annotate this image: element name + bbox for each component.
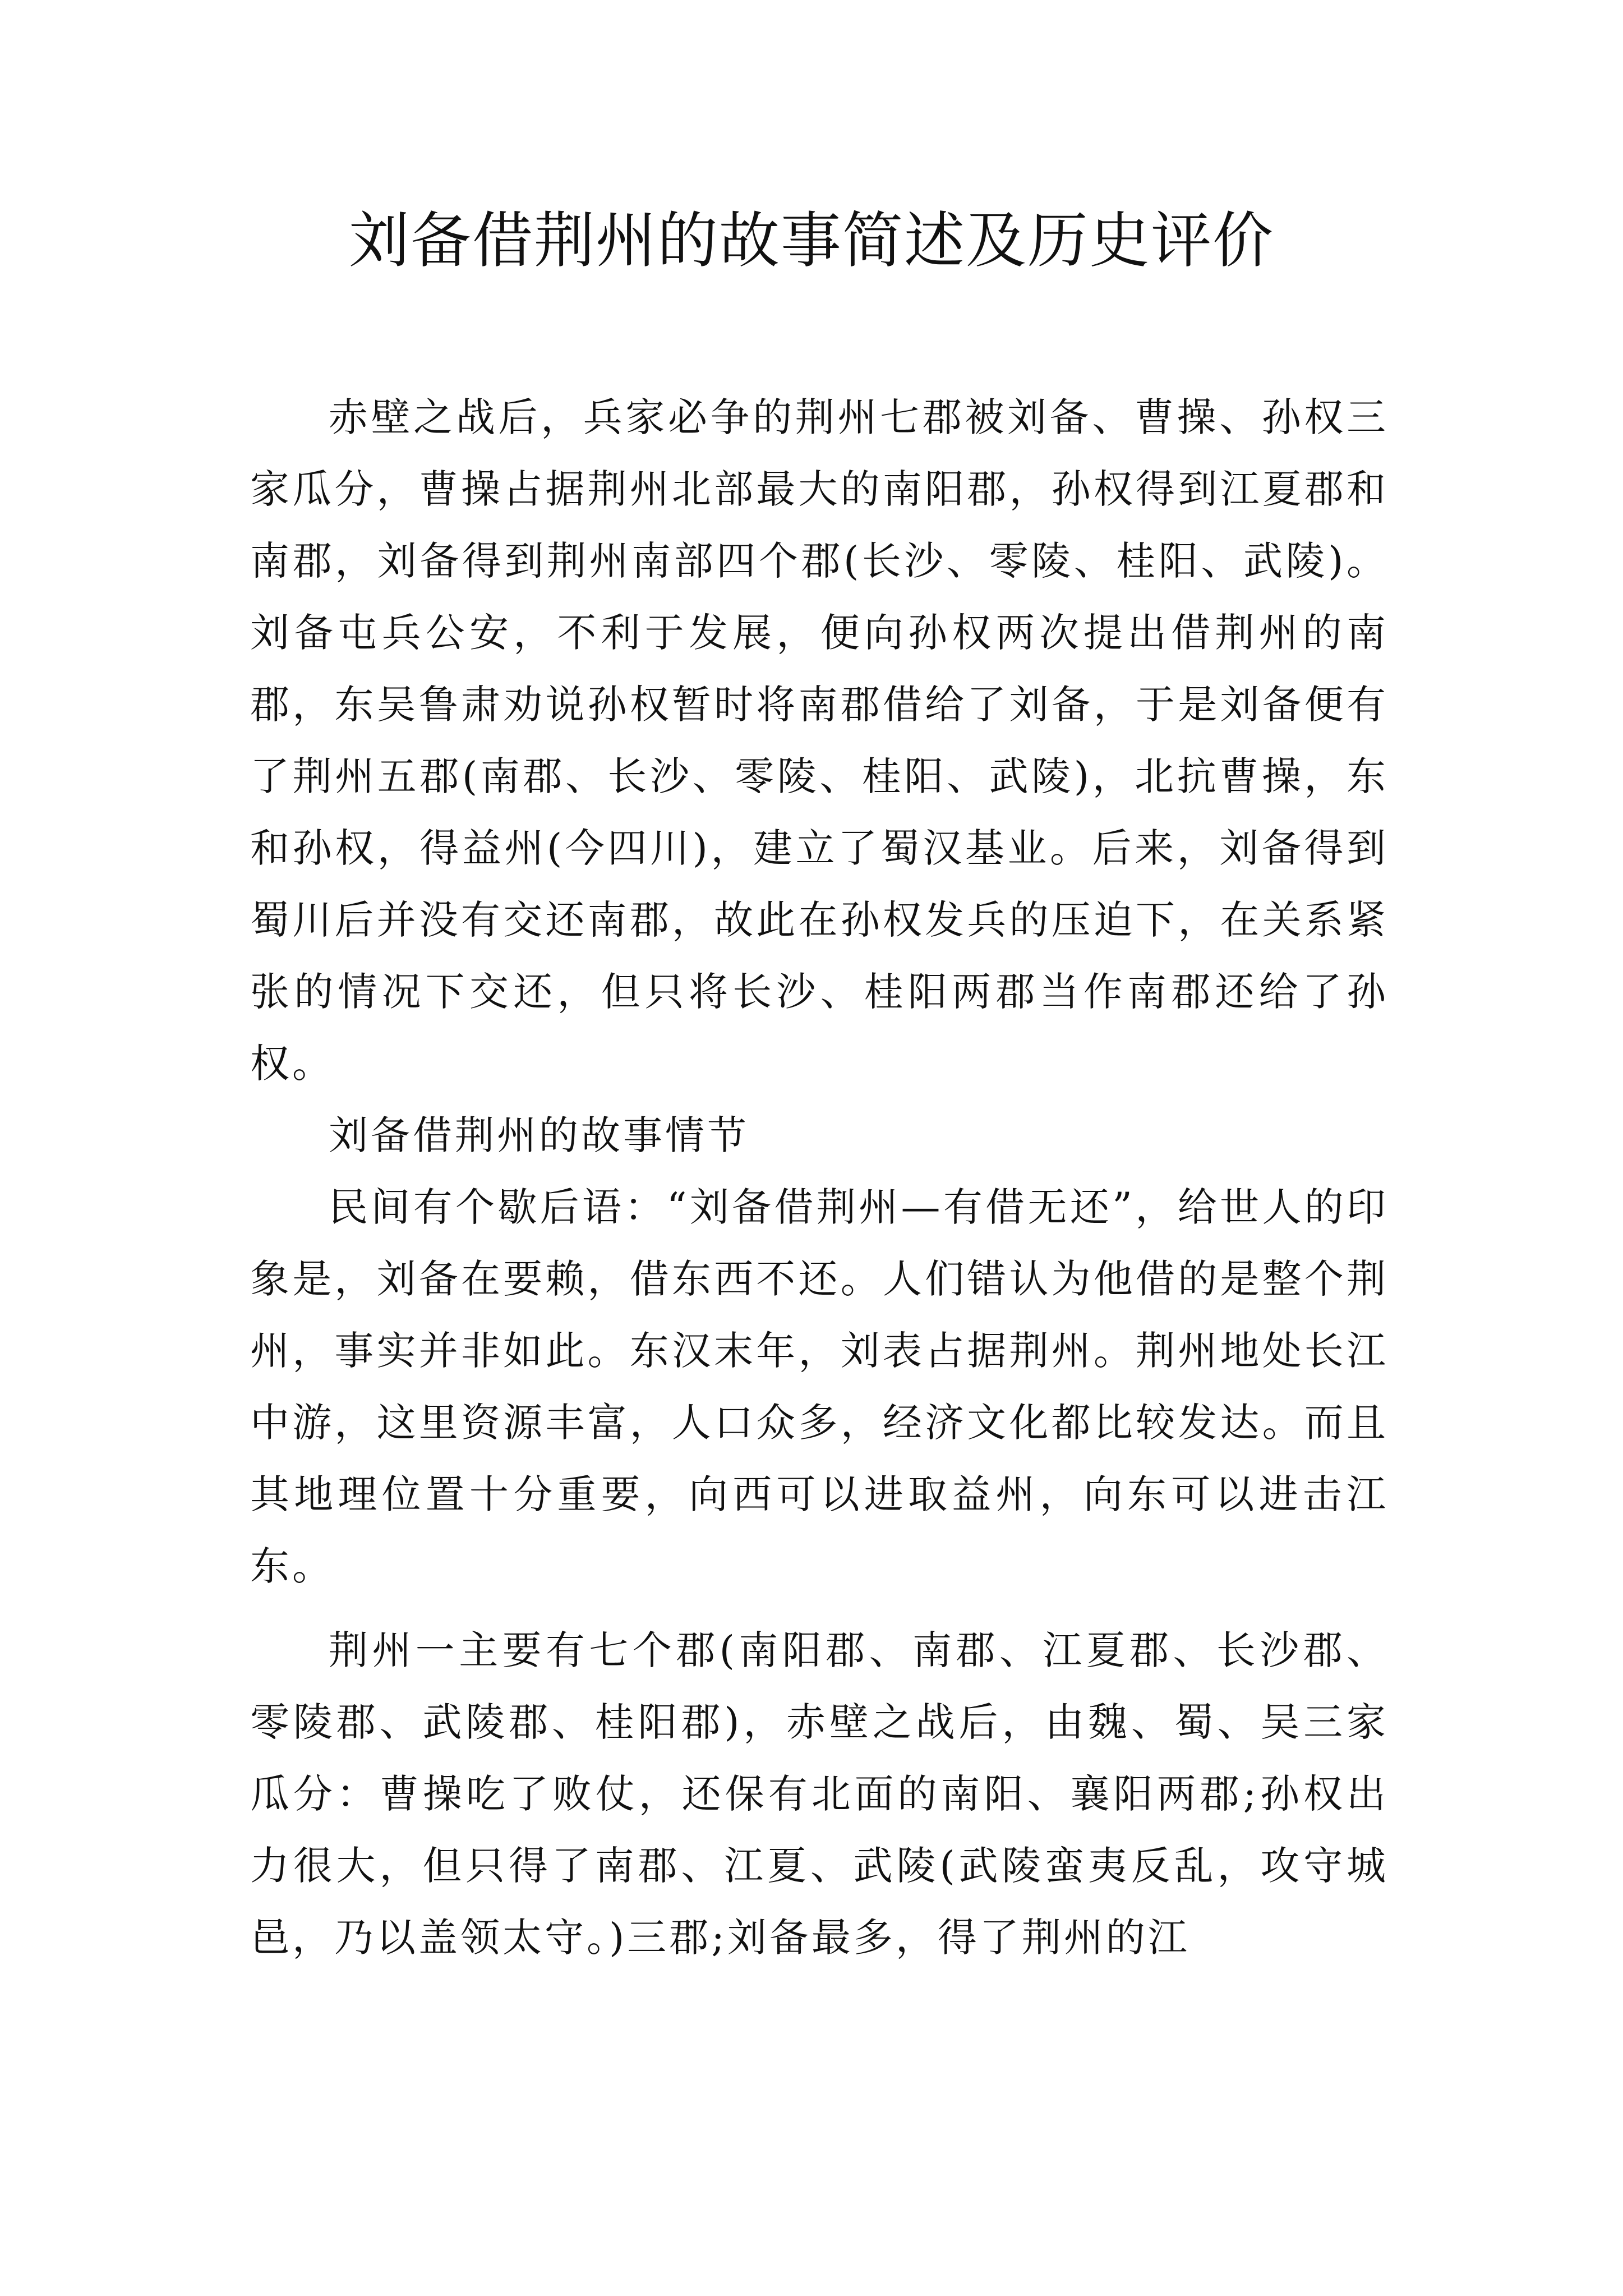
- document-body: [250, 381, 1389, 1973]
- paragraph-3: 荆州一主要有七个郡(南阳郡、南郡、江夏郡、长沙郡、零陵郡、武陵郡、桂阳郡)，赤壁之战后，由魏、蜀、吴三家瓜分：曹操吃了败仗，还保有北面的南阳、襄阳两郡;孙权出力很大，但只得了南郡、江夏、武陵(武陵蛮夷反乱，攻守城邑，乃以盖领太守。)三郡;刘备最多，得了荆州的江: [250, 1627, 1389, 1961]
- section-heading: 刘备借荆州的故事情节: [329, 1112, 749, 1158]
- paragraph-1: 赤壁之战后，兵家必争的荆州七郡被刘备、曹操、孙权三家瓜分，曹操占据荆州北部最大的南阳郡，孙权得到江夏郡和南郡，刘备得到荆州南部四个郡(长沙、零陵、桂阳、武陵)。刘备屯兵公安，不利于发展，便向孙权两次提出借荆州的南郡，东吴鲁肃劝说孙权暂时将南郡借给了刘备，于是刘备便有了荆州五郡(南郡、长沙、零陵、桂阳、武陵)，北抗曹操，东和孙权，得益州(今四川)，建立了蜀汉基业。后来，刘备得到蜀川后并没有交还南郡，故此在孙权发兵的压迫下，在关系紧张的情况下交还，但只将长沙、桂阳两郡当作南郡还给了孙权。: [250, 394, 1389, 1087]
- paragraph-2: 民间有个歇后语：“刘备借荆州—有借无还”，给世人的印象是，刘备在要赖，借东西不还。人们错认为他借的是整个荆州，事实并非如此。东汉末年，刘表占据荆州。荆州地处长江中游，这里资源丰富，人口众多，经济文化都比较发达。而且其地理位置十分重要，向西可以进取益州，向东可以进击江东。: [250, 1184, 1389, 1589]
- document-title: 刘备借荆州的故事简述及历史评价: [348, 206, 1274, 276]
